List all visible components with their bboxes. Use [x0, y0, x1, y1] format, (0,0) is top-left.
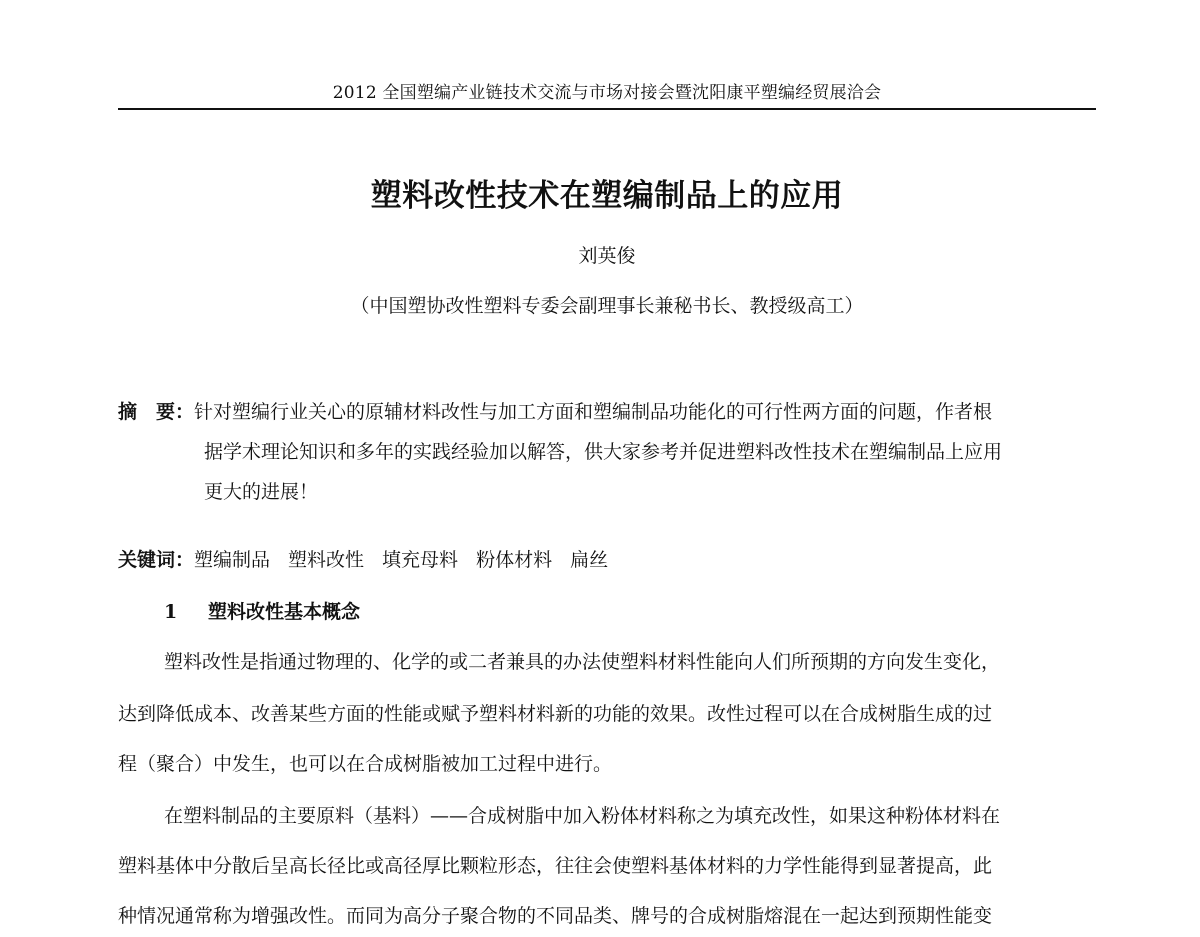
paragraph-2-line-3: 种情况通常称为增强改性。而同为高分子聚合物的不同品类、牌号的合成树脂熔混在一起达到预期性能变 — [118, 905, 993, 927]
section-heading — [164, 592, 360, 632]
keyword-item: 填充母料 — [382, 549, 459, 571]
abstract-text: 针对塑编行业关心的原辅材料改性与加工方面和塑编制品功能化的可行性两方面的问题，作者根 — [194, 401, 993, 423]
keyword-item: 扁丝 — [570, 549, 609, 571]
abstract-label: 摘 要： — [118, 401, 195, 423]
keywords — [118, 540, 1096, 580]
paragraph-1-line-1: 塑料改性是指通过物理的、化学的或二者兼具的办法使塑料材料性能向人们所预期的方向发生变化， — [164, 651, 1001, 673]
paragraph-1-line-3: 程（聚合）中发生，也可以在合成树脂被加工过程中进行。 — [118, 753, 613, 775]
article-title: 塑料改性技术在塑编制品上的应用 — [370, 178, 844, 214]
abstract-line-3: 更大的进展！ — [204, 481, 319, 503]
keyword-item: 粉体材料 — [476, 549, 553, 571]
paragraph-1-line-2: 达到降低成本、改善某些方面的性能或赋予塑料材料新的功能的效果。改性过程可以在合成树脂生成的过 — [118, 703, 993, 725]
paragraph-2-line-2: 塑料基体中分散后呈高长径比或高径厚比颗粒形态，往往会使塑料基体材料的力学性能得到显著提高，此 — [118, 855, 993, 877]
section-number: 1 — [164, 601, 178, 623]
author-affiliation: （中国塑协改性塑料专委会副理事长兼秘书长、教授级高工） — [350, 295, 864, 317]
running-header: 2012 全国塑编产业链技术交流与市场对接会暨沈阳康平塑编经贸展洽会 — [332, 83, 882, 103]
section-title: 塑料改性基本概念 — [208, 601, 361, 623]
abstract-line-2: 据学术理论知识和多年的实践经验加以解答，供大家参考并促进塑料改性技术在塑编制品上应用 — [204, 441, 1003, 463]
header-divider — [118, 108, 1096, 110]
abstract-line-1 — [118, 392, 992, 432]
keyword-item: 塑编制品 — [194, 549, 271, 571]
keywords-label: 关键词： — [118, 549, 195, 571]
keyword-item: 塑料改性 — [288, 549, 365, 571]
paragraph-2-line-1: 在塑料制品的主要原料（基料）——合成树脂中加入粉体材料称之为填充改性，如果这种粉体材料在 — [164, 805, 1001, 827]
article-author: 刘英俊 — [578, 245, 636, 267]
